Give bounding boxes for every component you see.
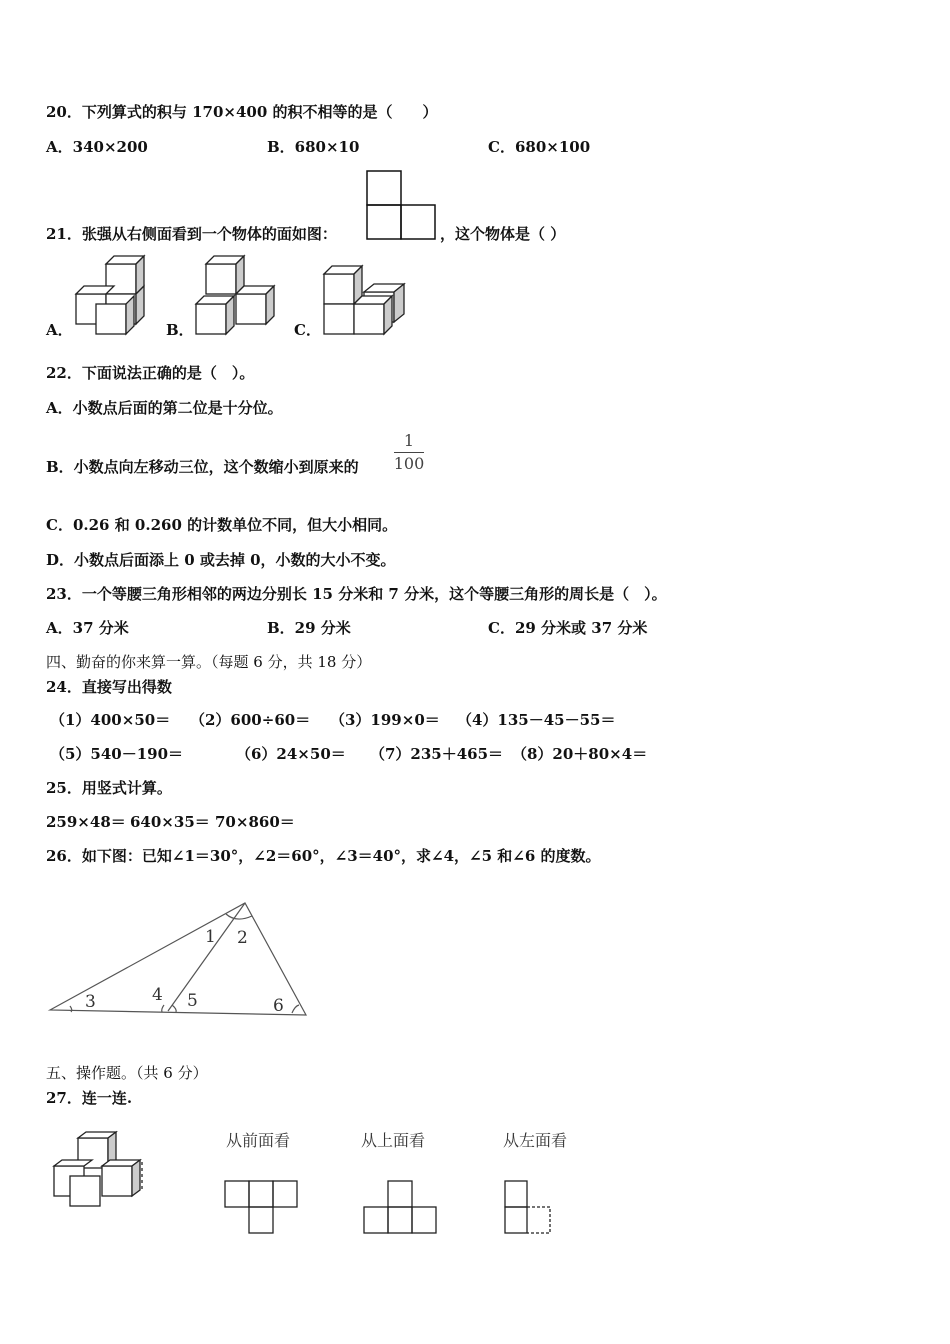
q27-stem: 27．连一连. xyxy=(46,1089,133,1107)
view-label-top: 从上面看 xyxy=(361,1131,426,1150)
view-label-front: 从前面看 xyxy=(226,1131,291,1150)
q24-stem: 24．直接写出得数 xyxy=(46,678,172,696)
q24-item-4: （4）135－45－55＝ xyxy=(457,711,616,729)
q22-stem: 22．下面说法正确的是（ ）。 xyxy=(46,364,255,382)
q26-stem: 26．如下图：已知∠1＝30°，∠2＝60°，∠3＝40°，求∠4，∠5 和∠6 的度数。 xyxy=(46,847,601,865)
fraction-denominator: 100 xyxy=(393,454,425,473)
angle-label-1: 1 xyxy=(205,927,216,947)
q25-item-3: 70×860＝ xyxy=(215,813,295,831)
q24-item-3: （3）199×0＝ xyxy=(330,711,440,729)
q25-stem: 25．用竖式计算。 xyxy=(46,779,172,797)
q27-cube-figure[interactable] xyxy=(50,1128,150,1210)
q21-option-b-figure[interactable] xyxy=(194,252,278,336)
q22-option-d[interactable]: D．小数点后面添上 0 或去掉 0，小数的大小不变。 xyxy=(46,551,396,569)
q24-item-2: （2）600÷60＝ xyxy=(190,711,311,729)
angle-label-6: 6 xyxy=(273,996,284,1016)
angle-label-5: 5 xyxy=(187,991,198,1011)
q21-stem-start: 21．张强从右侧面看到一个物体的面如图： xyxy=(46,225,337,243)
fraction-bar xyxy=(394,452,424,453)
q20-option-a[interactable]: A．340×200 xyxy=(46,138,148,156)
q20-stem: 20．下列算式的积与 170×400 的积不相等的是（ ） xyxy=(46,103,438,121)
angle-label-4: 4 xyxy=(152,985,163,1005)
q20-option-c[interactable]: C．680×100 xyxy=(488,138,591,156)
q24-item-1: （1）400×50＝ xyxy=(50,711,171,729)
q24-item-7: （7）235＋465＝ xyxy=(370,745,504,763)
q25-item-2: 640×35＝ xyxy=(130,813,210,831)
section-4-heading: 四、勤奋的你来算一算。（每题 6 分，共 18 分） xyxy=(46,653,372,671)
q23-option-c[interactable]: C．29 分米或 37 分米 xyxy=(488,619,648,637)
q24-item-6: （6）24×50＝ xyxy=(236,745,346,763)
q20-option-b[interactable]: B．680×10 xyxy=(267,138,360,156)
q21-option-a-figure[interactable] xyxy=(74,252,154,336)
q27-left-view-figure[interactable] xyxy=(504,1180,556,1234)
q21-side-view-figure xyxy=(366,170,438,242)
q25-item-1: 259×48＝ xyxy=(46,813,126,831)
q24-item-5: （5）540－190＝ xyxy=(50,745,184,763)
q21-option-c[interactable]: C． xyxy=(294,321,321,339)
q27-front-view-figure[interactable] xyxy=(224,1180,300,1234)
q27-top-view-figure[interactable] xyxy=(363,1180,439,1234)
q23-option-b[interactable]: B．29 分米 xyxy=(267,619,351,637)
q23-option-a[interactable]: A．37 分米 xyxy=(46,619,129,637)
q21-stem-end: ，这个物体是（ ） xyxy=(440,225,566,243)
q22-option-c[interactable]: C．0.26 和 0.260 的计数单位不同，但大小相同。 xyxy=(46,516,398,534)
q26-triangle-figure xyxy=(40,895,320,1025)
q22-option-a[interactable]: A．小数点后面的第二位是十分位。 xyxy=(46,399,283,417)
fraction-numerator: 1 xyxy=(403,431,415,450)
angle-label-2: 2 xyxy=(237,928,248,948)
view-label-left: 从左面看 xyxy=(503,1131,568,1150)
angle-label-3: 3 xyxy=(85,992,96,1012)
q21-option-b[interactable]: B． xyxy=(166,321,194,339)
q21-option-a[interactable]: A． xyxy=(46,321,73,339)
q22-option-b[interactable]: B．小数点向左移动三位，这个数缩小到原来的 xyxy=(46,458,359,476)
q23-stem: 23．一个等腰三角形相邻的两边分别长 15 分米和 7 分米，这个等腰三角形的周长是（ ）。 xyxy=(46,585,667,603)
q22-fraction xyxy=(392,431,426,474)
q21-option-c-figure[interactable] xyxy=(322,260,408,336)
q24-item-8: （8）20＋80×4＝ xyxy=(512,745,648,763)
section-5-heading: 五、操作题。（共 6 分） xyxy=(46,1064,208,1082)
